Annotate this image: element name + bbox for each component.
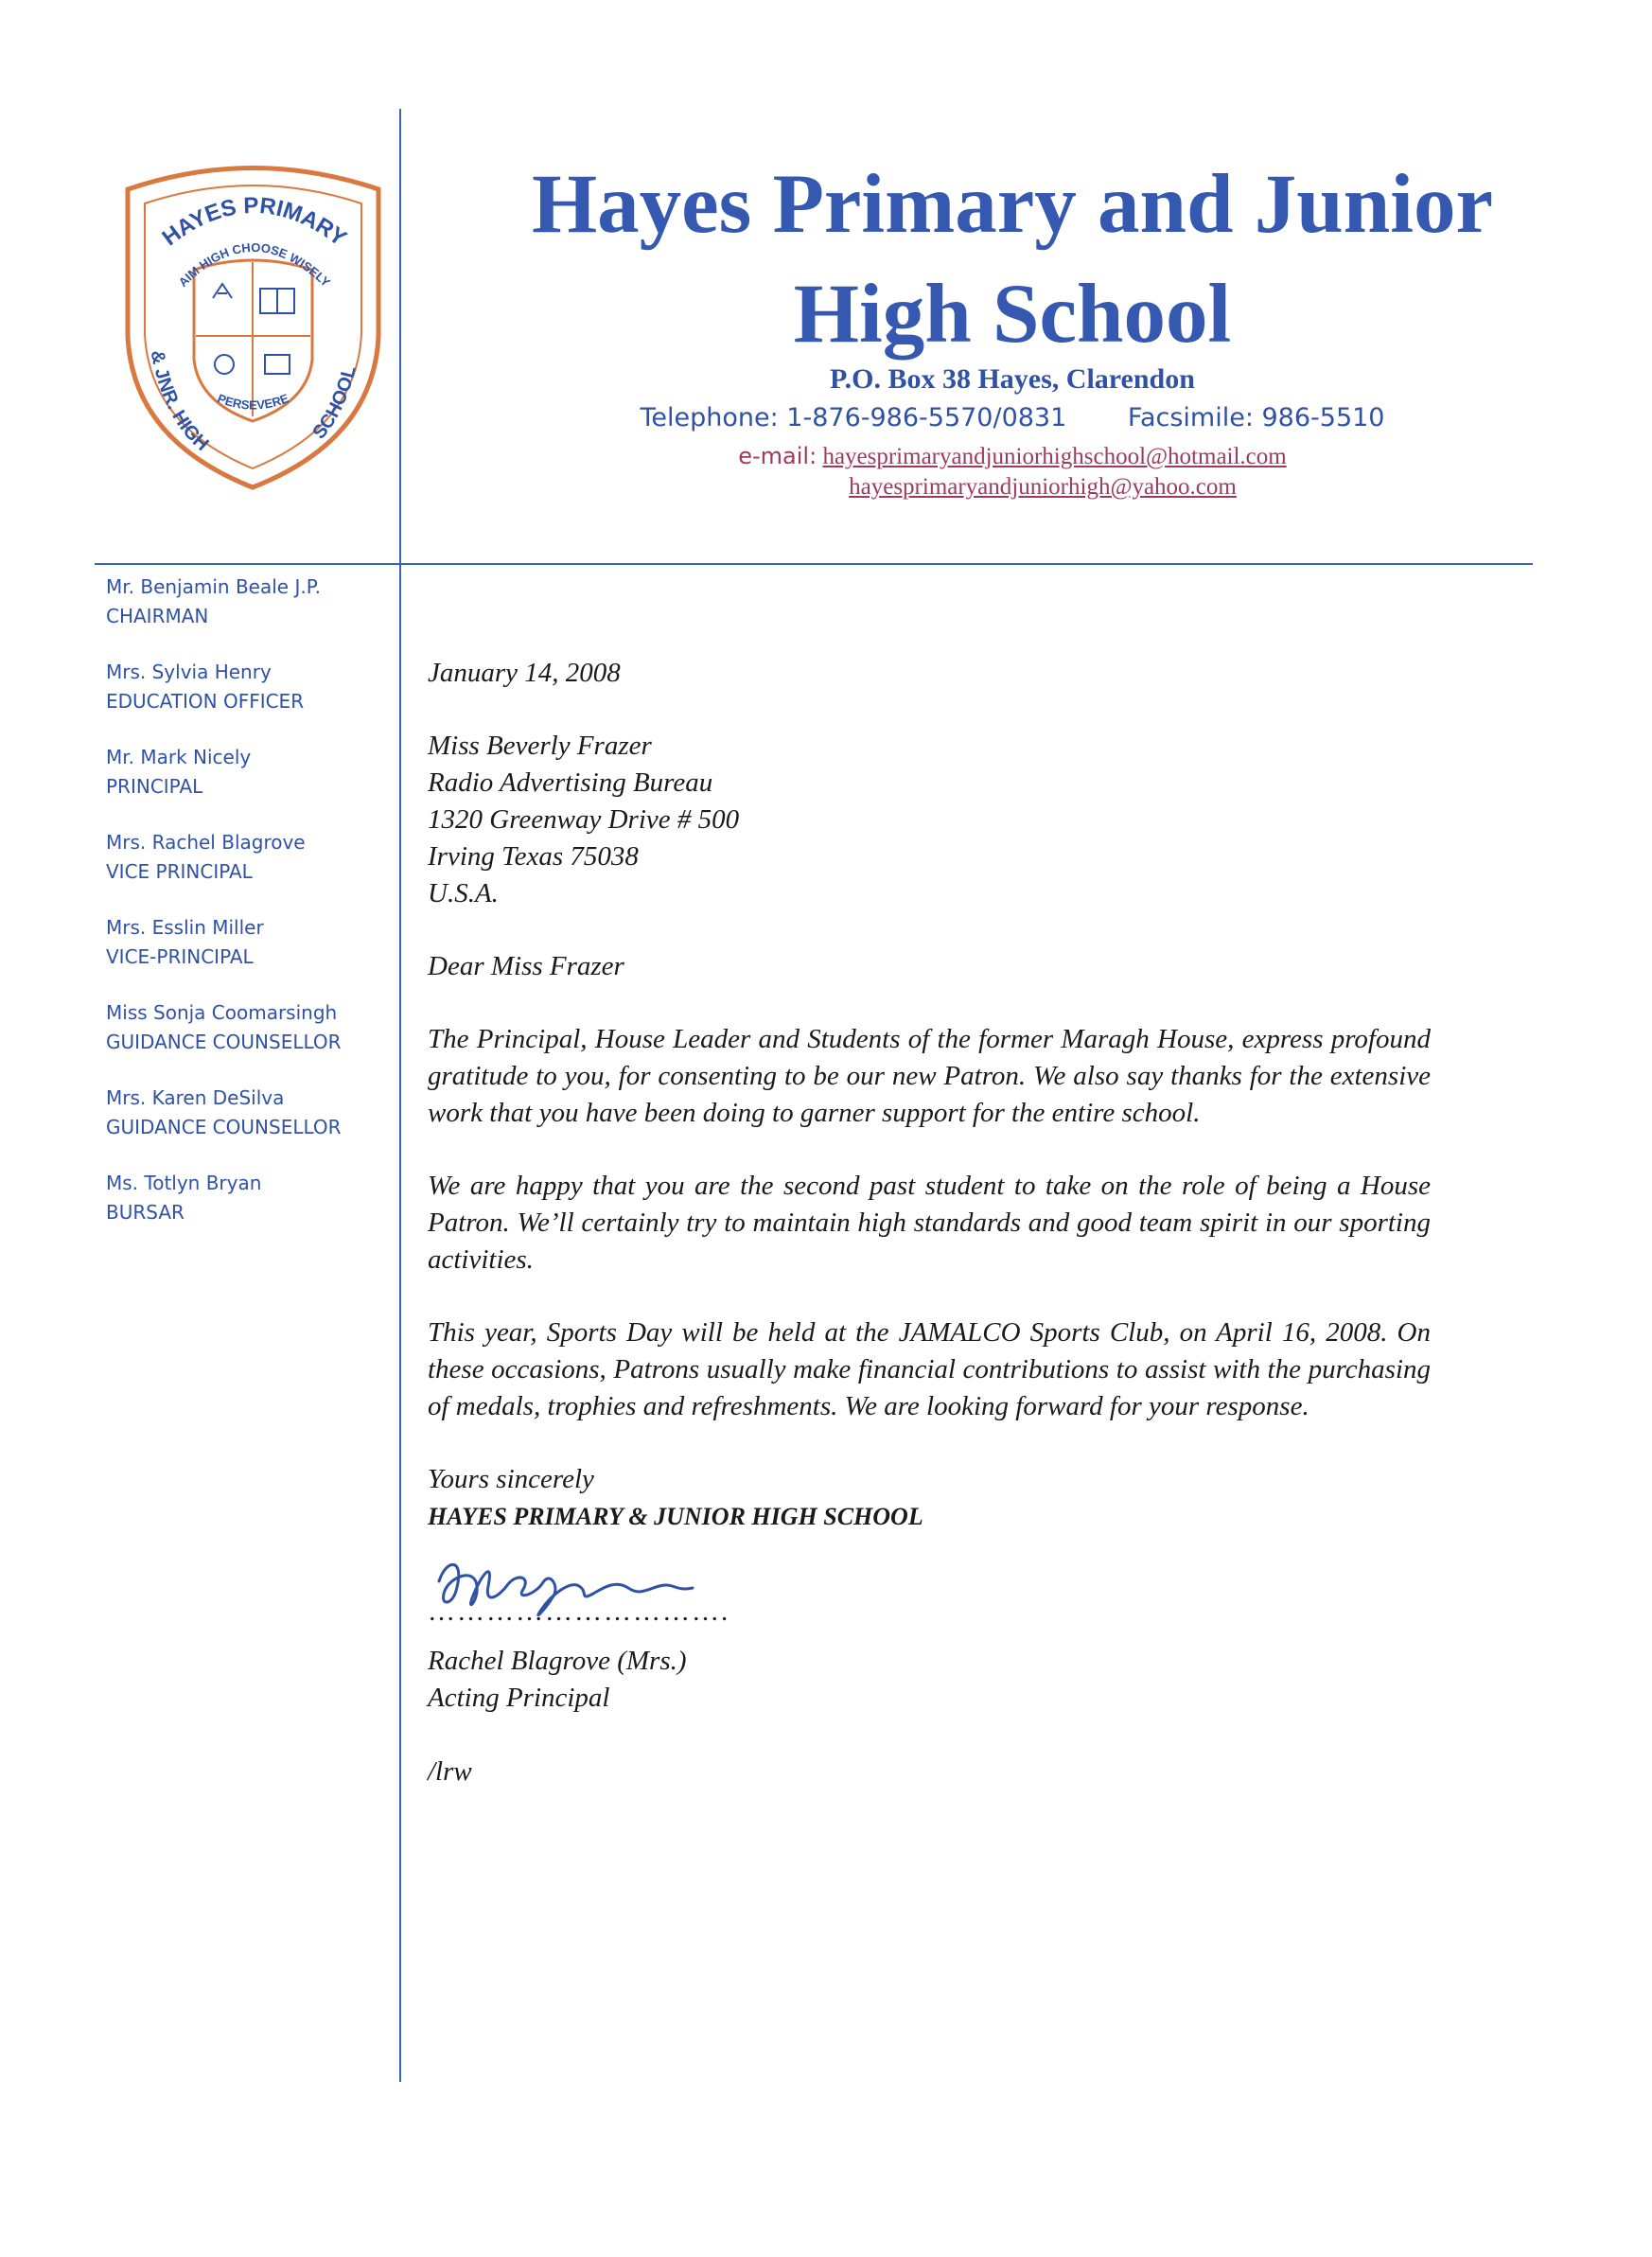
horizontal-rule <box>95 563 1533 565</box>
letter-body <box>428 655 1431 1790</box>
signature-dots: …………………………. <box>428 1596 730 1627</box>
crest-ribbon: PERSEVERE <box>215 391 291 413</box>
staff-list <box>106 573 395 1254</box>
recipient-address <box>428 728 1431 912</box>
staff-role: CHAIRMAN <box>106 605 209 627</box>
school-crest-icon <box>118 156 388 492</box>
email-label: e-mail: <box>738 443 817 469</box>
signer-name: Rachel Blagrove (Mrs.) <box>428 1646 687 1676</box>
school-name <box>416 150 1608 369</box>
contact-line <box>416 403 1608 432</box>
staff-member <box>106 658 395 716</box>
email-link-yahoo[interactable]: hayesprimaryandjuniorhigh@yahoo.com <box>849 474 1237 500</box>
school-address: P.O. Box 38 Hayes, Clarendon <box>830 363 1195 395</box>
staff-name: Miss Sonja Coomarsingh <box>106 1001 338 1024</box>
svg-text:SCHOOL <box>308 363 360 443</box>
staff-role: GUIDANCE COUNSELLOR <box>106 1031 342 1053</box>
staff-role: BURSAR <box>106 1201 185 1224</box>
crest-top-text: HAYES PRIMARY <box>157 192 352 252</box>
telephone: Telephone: 1-876-986-5570/0831 <box>640 403 1067 432</box>
staff-role: PRINCIPAL <box>106 775 203 798</box>
facsimile: Facsimile: 986-5510 <box>1127 403 1385 432</box>
staff-role: VICE-PRINCIPAL <box>106 945 254 968</box>
email-link-hotmail[interactable]: hayesprimaryandjuniorhighschool@hotmail.com <box>822 444 1287 469</box>
closing <box>428 1461 1431 1535</box>
recipient-line: Irving Texas 75038 <box>428 841 639 872</box>
staff-member <box>106 743 395 802</box>
staff-name: Mr. Mark Nicely <box>106 746 252 768</box>
staff-name: Ms. Totlyn Bryan <box>106 1172 262 1194</box>
recipient-line: Miss Beverly Frazer <box>428 731 652 761</box>
svg-text:AIM HIGH CHOOSE WISELY <box>176 240 334 290</box>
closing-text: Yours sincerely <box>428 1464 594 1494</box>
staff-member <box>106 1169 395 1227</box>
letter-date: January 14, 2008 <box>428 658 621 688</box>
email-block <box>416 441 1608 503</box>
staff-role: VICE PRINCIPAL <box>106 860 253 883</box>
reference-initials: /lrw <box>428 1756 472 1787</box>
staff-member <box>106 573 395 631</box>
signature-block <box>428 1539 1431 1643</box>
staff-name: Mrs. Rachel Blagrove <box>106 831 306 854</box>
school-name-line1: Hayes Primary and Junior <box>531 158 1494 251</box>
staff-role: EDUCATION OFFICER <box>106 690 305 713</box>
staff-member <box>106 998 395 1057</box>
signer-title: Acting Principal <box>428 1683 610 1713</box>
salutation: Dear Miss Frazer <box>428 951 624 981</box>
staff-name: Mrs. Karen DeSilva <box>106 1086 285 1109</box>
staff-role: GUIDANCE COUNSELLOR <box>106 1116 342 1138</box>
school-name-line2: High School <box>793 268 1232 361</box>
staff-member <box>106 913 395 972</box>
recipient-line: U.S.A. <box>428 878 499 908</box>
staff-name: Mr. Benjamin Beale J.P. <box>106 575 322 598</box>
staff-name: Mrs. Esslin Miller <box>106 916 264 939</box>
paragraph-patron: We are happy that you are the second past student to take on the role of being a House Patron. We’ll certainly try to maintain high standards and good team spirit in our sporting activities. <box>428 1171 1431 1275</box>
paragraph-sports-day: This year, Sports Day will be held at the JAMALCO Sports Club, on April 16, 2008. On these occasions, Patrons usually make financial contributions to assist with the purchasing of medals, trophies and refreshments. We are looking forward for your response. <box>428 1317 1431 1421</box>
paragraph-gratitude: The Principal, House Leader and Students of the former Maragh House, express profound gratitude to you, for consenting to be our new Patron. We also say thanks for the extensive work that you have been doing to garner support for the entire school. <box>428 1024 1431 1128</box>
staff-member <box>106 828 395 887</box>
vertical-rule <box>399 109 401 2082</box>
staff-member <box>106 1084 395 1142</box>
crest-motto: AIM HIGH CHOOSE WISELY <box>175 239 334 290</box>
signer <box>428 1643 1431 1717</box>
svg-text:& JNR. HIGH <box>147 348 213 455</box>
closing-organization: HAYES PRIMARY & JUNIOR HIGH SCHOOL <box>428 1503 923 1530</box>
staff-name: Mrs. Sylvia Henry <box>106 661 272 683</box>
crest-bottom-left: & JNR. HIGH <box>146 348 213 455</box>
crest-bottom-right: SCHOOL <box>308 363 360 444</box>
recipient-line: 1320 Greenway Drive # 500 <box>428 804 740 835</box>
recipient-line: Radio Advertising Bureau <box>428 767 713 798</box>
